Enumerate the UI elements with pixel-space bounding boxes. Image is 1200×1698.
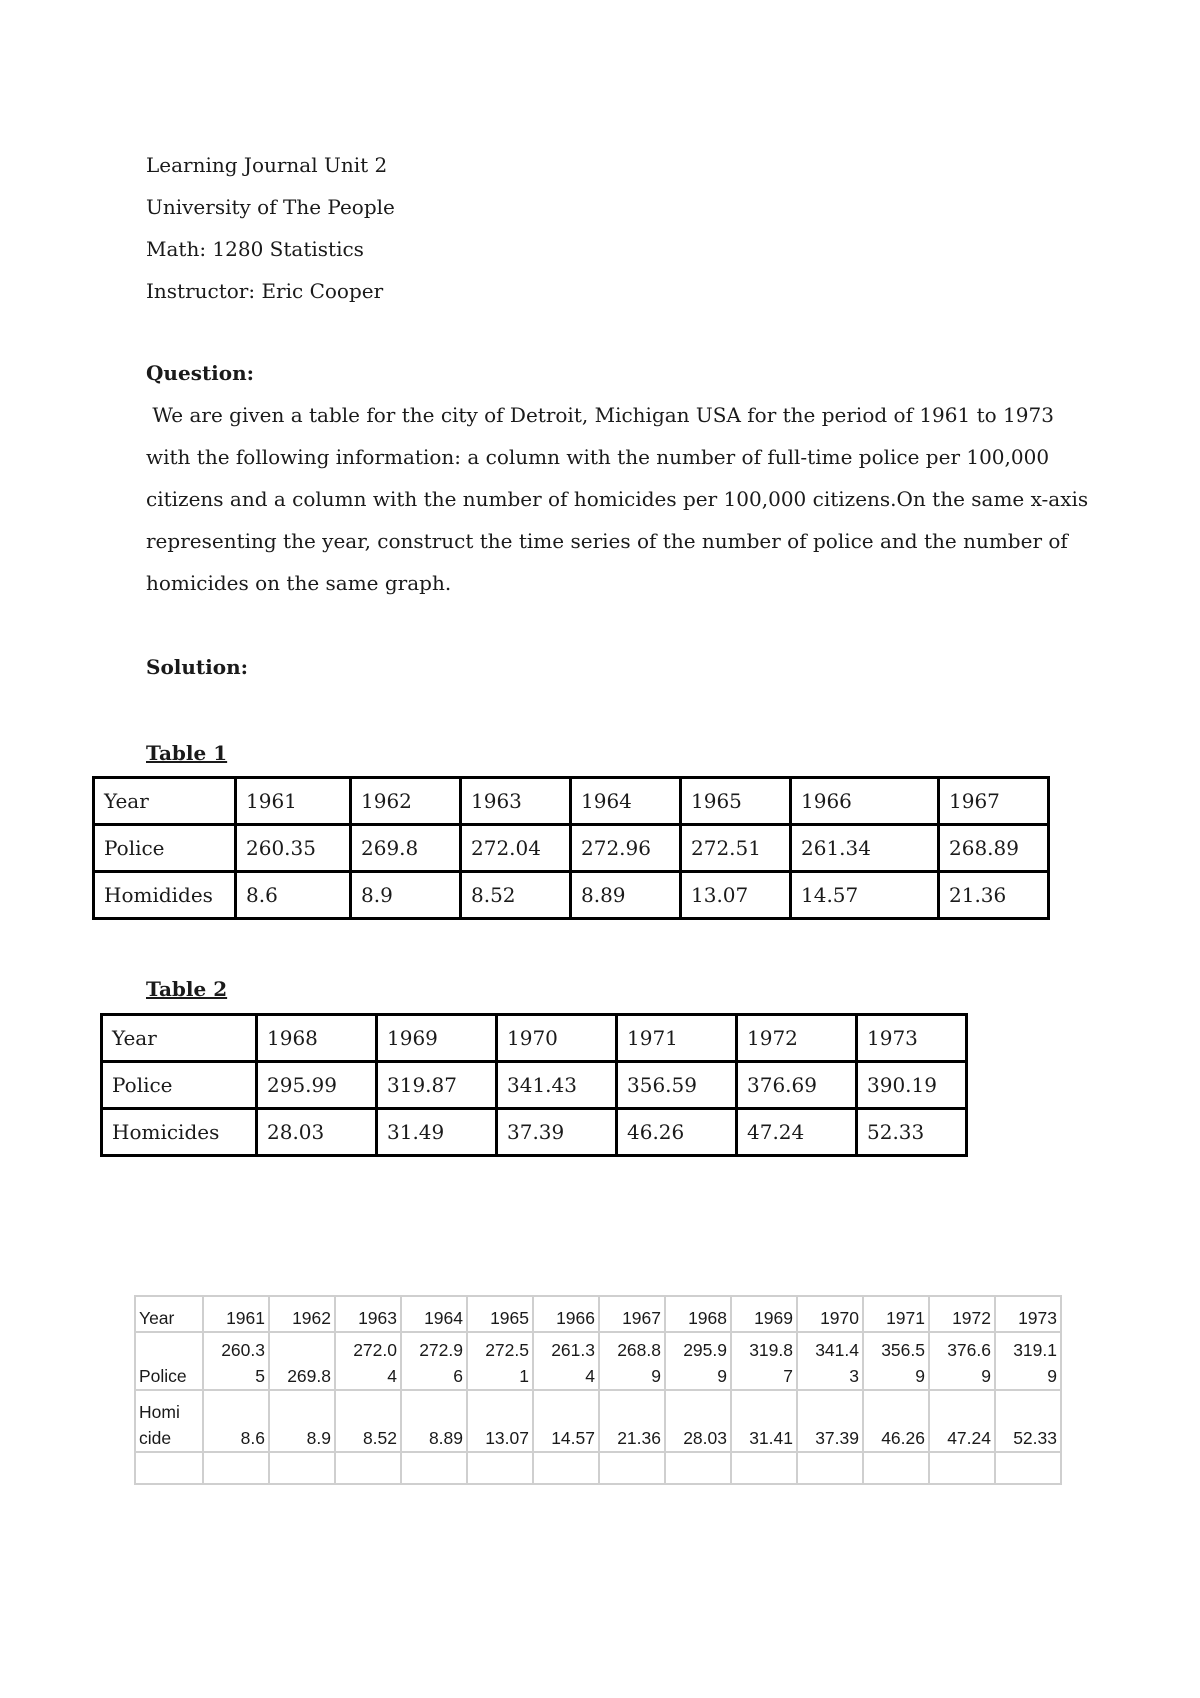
cell-line: 4	[585, 1366, 595, 1386]
instructor-name: Instructor: Eric Cooper	[146, 279, 384, 303]
empty-cell	[467, 1452, 533, 1484]
table2-caption: Table 2	[146, 977, 228, 1001]
table-cell: 46.26	[863, 1390, 929, 1452]
cell-line: 4	[387, 1366, 397, 1386]
cell-line: 268.8	[617, 1340, 661, 1360]
table1-caption: Table 1	[146, 741, 228, 765]
table-cell: 37.39	[797, 1390, 863, 1452]
table-cell: 1965	[681, 778, 791, 825]
table-cell: 272.96	[571, 825, 681, 872]
empty-cell	[665, 1452, 731, 1484]
table-cell: 295.99	[257, 1062, 377, 1109]
cell-line: 272.5	[485, 1340, 529, 1360]
table-cell: 1973	[995, 1296, 1061, 1332]
table-cell: 1970	[497, 1015, 617, 1062]
table-cell: 21.36	[599, 1390, 665, 1452]
table-cell: 1969	[377, 1015, 497, 1062]
table-cell: Year	[94, 778, 236, 825]
table-cell: 1971	[863, 1296, 929, 1332]
document-header	[146, 144, 395, 312]
table-cell: 1972	[737, 1015, 857, 1062]
table-cell	[863, 1332, 929, 1390]
cell-line: 272.0	[353, 1340, 397, 1360]
table-cell: 21.36	[939, 872, 1049, 919]
empty-cell	[401, 1452, 467, 1484]
cell-line: 9	[717, 1366, 727, 1386]
cell-line: 269.8	[287, 1366, 331, 1386]
cell-line: 6	[453, 1366, 463, 1386]
table-cell: 272.51	[681, 825, 791, 872]
cell-line: cide	[139, 1428, 172, 1448]
empty-cell	[797, 1452, 863, 1484]
table-cell: 52.33	[857, 1109, 967, 1156]
table-cell	[533, 1332, 599, 1390]
spreadsheet-homicide-row	[135, 1390, 1061, 1452]
table-cell: 1967	[599, 1296, 665, 1332]
table-cell: 1964	[401, 1296, 467, 1332]
table-cell: 261.34	[791, 825, 939, 872]
cell-line: 261.3	[551, 1340, 595, 1360]
table-cell: 272.04	[461, 825, 571, 872]
table-cell: 1970	[797, 1296, 863, 1332]
empty-cell	[929, 1452, 995, 1484]
table-cell: 8.52	[335, 1390, 401, 1452]
table-cell: 46.26	[617, 1109, 737, 1156]
table-cell: 28.03	[665, 1390, 731, 1452]
table-cell: 1969	[731, 1296, 797, 1332]
row-label	[135, 1390, 203, 1452]
cell-line: 319.1	[1013, 1340, 1057, 1360]
table-cell: Year	[102, 1015, 257, 1062]
cell-line: 3	[849, 1366, 859, 1386]
table-cell: 260.35	[236, 825, 351, 872]
cell-line: Homi	[139, 1402, 180, 1422]
table-cell	[929, 1332, 995, 1390]
table-cell: 1965	[467, 1296, 533, 1332]
table1-police-row	[94, 825, 1049, 872]
table-cell: 268.89	[939, 825, 1049, 872]
table1	[92, 776, 1050, 920]
cell-line: 341.4	[815, 1340, 859, 1360]
table-cell: Police	[102, 1062, 257, 1109]
cell-line: 9	[981, 1366, 991, 1386]
empty-cell	[135, 1452, 203, 1484]
table-cell: 14.57	[533, 1390, 599, 1452]
journal-title: Learning Journal Unit 2	[146, 153, 388, 177]
table-cell	[203, 1332, 269, 1390]
table-cell: Police	[94, 825, 236, 872]
cell-line: 9	[1047, 1366, 1057, 1386]
table-cell: 1962	[269, 1296, 335, 1332]
empty-cell	[533, 1452, 599, 1484]
table2-homicides-row	[102, 1109, 967, 1156]
table1-homicides-row	[94, 872, 1049, 919]
solution-heading: Solution:	[146, 655, 249, 679]
table-cell: 1973	[857, 1015, 967, 1062]
table-cell	[797, 1332, 863, 1390]
question-line: We are given a table for the city of Detroit, Michigan USA for the period of 1961 to 1973	[146, 403, 1054, 427]
question-line: representing the year, construct the time series of the number of police and the number of	[146, 529, 1068, 553]
table-cell: 1971	[617, 1015, 737, 1062]
cell-line: 1	[519, 1366, 529, 1386]
table2-police-row	[102, 1062, 967, 1109]
cell-line: 319.8	[749, 1340, 793, 1360]
table-cell: 14.57	[791, 872, 939, 919]
table-cell	[269, 1332, 335, 1390]
question-line: homicides on the same graph.	[146, 571, 452, 595]
empty-cell	[731, 1452, 797, 1484]
table-cell	[335, 1332, 401, 1390]
cell-line: 376.6	[947, 1340, 991, 1360]
table1-year-row	[94, 778, 1049, 825]
table-cell	[599, 1332, 665, 1390]
spreadsheet-table	[134, 1295, 1062, 1485]
question-line: citizens and a column with the number of homicides per 100,000 citizens.On the same x-axis	[146, 487, 1089, 511]
table-cell: 1963	[335, 1296, 401, 1332]
cell-line: 260.3	[221, 1340, 265, 1360]
table-cell: 356.59	[617, 1062, 737, 1109]
table-cell: 52.33	[995, 1390, 1061, 1452]
empty-cell	[995, 1452, 1061, 1484]
table-cell: 1966	[533, 1296, 599, 1332]
cell-line: 9	[915, 1366, 925, 1386]
spreadsheet-year-row	[135, 1296, 1061, 1332]
cell-line: 272.9	[419, 1340, 463, 1360]
table-cell	[401, 1332, 467, 1390]
cell-line: 5	[255, 1366, 265, 1386]
table-cell: 1964	[571, 778, 681, 825]
table-cell: 1967	[939, 778, 1049, 825]
table-cell	[995, 1332, 1061, 1390]
table-cell: 1972	[929, 1296, 995, 1332]
table-cell: 8.89	[401, 1390, 467, 1452]
table-cell: 47.24	[929, 1390, 995, 1452]
table-cell: 1961	[236, 778, 351, 825]
table-cell: 13.07	[681, 872, 791, 919]
empty-cell	[269, 1452, 335, 1484]
table-cell: 341.43	[497, 1062, 617, 1109]
cell-line: 9	[651, 1366, 661, 1386]
row-label: Police	[135, 1332, 203, 1390]
table-cell: 1961	[203, 1296, 269, 1332]
table-cell: 13.07	[467, 1390, 533, 1452]
course-name: Math: 1280 Statistics	[146, 237, 364, 261]
table-cell	[731, 1332, 797, 1390]
empty-cell	[599, 1452, 665, 1484]
university-name: University of The People	[146, 195, 395, 219]
empty-cell	[203, 1452, 269, 1484]
table-cell: 1962	[351, 778, 461, 825]
table2	[100, 1013, 968, 1157]
table-cell: 37.39	[497, 1109, 617, 1156]
empty-cell	[863, 1452, 929, 1484]
table-cell: 8.9	[351, 872, 461, 919]
table-cell: 1963	[461, 778, 571, 825]
table-cell: 1968	[665, 1296, 731, 1332]
table-cell: 31.49	[377, 1109, 497, 1156]
table-cell: 269.8	[351, 825, 461, 872]
table-cell: 390.19	[857, 1062, 967, 1109]
question-line: with the following information: a column with the number of full-time police per 100,000	[146, 445, 1050, 469]
spreadsheet-empty-row	[135, 1452, 1061, 1484]
table-cell: 8.89	[571, 872, 681, 919]
table-cell: 319.87	[377, 1062, 497, 1109]
table-cell: 1966	[791, 778, 939, 825]
table-cell: Homidides	[94, 872, 236, 919]
table-cell: 28.03	[257, 1109, 377, 1156]
table-cell: 31.41	[731, 1390, 797, 1452]
table-cell	[467, 1332, 533, 1390]
table-cell: 8.6	[203, 1390, 269, 1452]
cell-line: 295.9	[683, 1340, 727, 1360]
table-cell: 47.24	[737, 1109, 857, 1156]
table-cell	[665, 1332, 731, 1390]
table-cell: Homicides	[102, 1109, 257, 1156]
spreadsheet-police-row	[135, 1332, 1061, 1390]
cell-line: 7	[783, 1366, 793, 1386]
cell-line: 356.5	[881, 1340, 925, 1360]
question-heading: Question:	[146, 361, 255, 385]
table2-year-row	[102, 1015, 967, 1062]
question-text	[146, 394, 1089, 604]
table-cell: 1968	[257, 1015, 377, 1062]
table-cell: 8.9	[269, 1390, 335, 1452]
empty-cell	[335, 1452, 401, 1484]
table-cell: 8.52	[461, 872, 571, 919]
table-cell: 376.69	[737, 1062, 857, 1109]
table-cell: 8.6	[236, 872, 351, 919]
row-label: Year	[135, 1296, 203, 1332]
